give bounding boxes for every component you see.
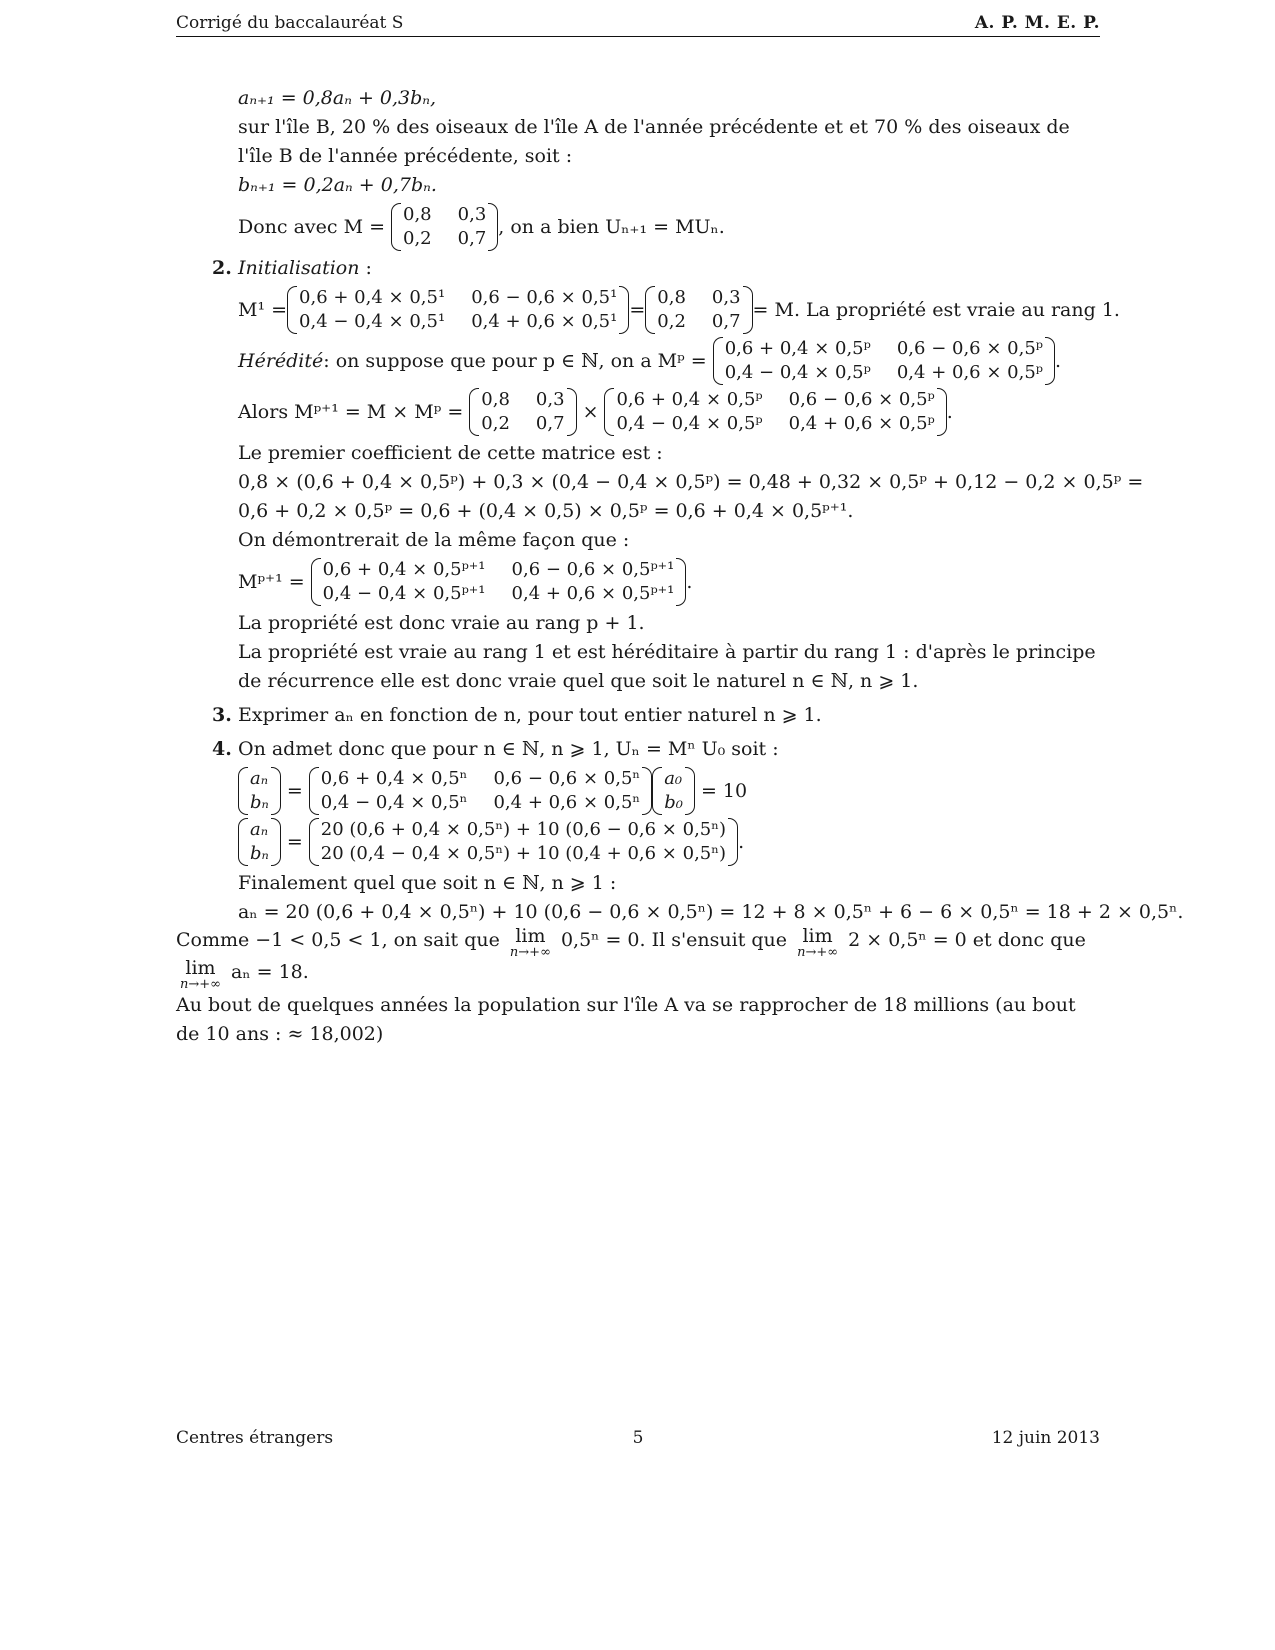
matrix-m-alors (469, 388, 576, 436)
matrix-cell: 0,6 − 0,6 × 0,5¹ (471, 287, 618, 308)
matrix-cell: 0,3 (711, 287, 741, 308)
matrix-m1-numeric (645, 286, 752, 334)
matrix-cell: 0,3 (457, 204, 487, 225)
limits-text-1: Comme −1 < 0,5 < 1, on sait que (176, 929, 500, 951)
limits-text-3: 2 × 0,5ⁿ = 0 et donc que (848, 929, 1086, 951)
footer-page-number: 5 (632, 1428, 644, 1448)
initialisation-label: Initialisation (238, 257, 360, 279)
item-number: 2. (212, 257, 232, 279)
alors-end: . (946, 400, 953, 423)
vector-an-bn (238, 767, 281, 815)
vector-cell: aₙ (250, 819, 269, 840)
limit-operator (510, 927, 551, 959)
eq-sign: = (286, 779, 303, 802)
matrix-cell: 0,6 − 0,6 × 0,5ᵖ⁺¹ (511, 559, 675, 580)
vector-cell: 20 (0,4 − 0,4 × 0,5ⁿ) + 10 (0,4 + 0,6 × 0,5ⁿ) (320, 843, 727, 864)
page-content (176, 84, 1184, 1049)
matrix-mp-alors (604, 388, 946, 436)
vector-equation-2 (238, 818, 1100, 866)
footer-date: 12 juin 2013 (991, 1428, 1100, 1448)
lim-word: lim (515, 925, 546, 947)
matrix-m-definition (238, 203, 1100, 251)
matrix-cell: 0,7 (535, 413, 565, 434)
matrix-cell: 0,6 − 0,6 × 0,5ᵖ (788, 389, 935, 410)
limits-text-2: 0,5ⁿ = 0. Il s'ensuit que (560, 929, 788, 951)
matrix-cell: 0,4 − 0,4 × 0,5ᵖ⁺¹ (322, 583, 486, 604)
lim-word: lim (802, 925, 833, 947)
matrix-cell: 0,6 + 0,4 × 0,5¹ (299, 287, 446, 308)
matrix-cell: 0,4 − 0,4 × 0,5ᵖ (724, 362, 871, 383)
footer-session: Centres étrangers (176, 1428, 334, 1448)
lim-word: lim (185, 957, 216, 979)
mp1-lhs: Mᵖ⁺¹ = (238, 570, 305, 593)
header-publisher: A. P. M. E. P. (974, 13, 1100, 33)
item-number: 3. (212, 704, 232, 726)
matrix-m1 (287, 286, 629, 334)
matrix-cell: 0,4 + 0,6 × 0,5ⁿ (493, 792, 641, 813)
matrix-cell: 0,7 (711, 311, 741, 332)
eq1-end: = 10 (700, 779, 748, 802)
matrix-cell: 0,8 (481, 389, 510, 410)
vector-an-bn-2 (238, 818, 281, 866)
alors-equation (238, 388, 1100, 436)
matrix-cell: 0,4 − 0,4 × 0,5¹ (299, 311, 446, 332)
limit-operator (797, 927, 838, 959)
vector-cell: aₙ (250, 768, 269, 789)
item-3-text: Exprimer aₙ en fonction de n, pour tout entier naturel n ⩾ 1. (238, 704, 822, 726)
item-4-text: On admet donc que pour n ∈ ℕ, n ⩾ 1, Uₙ = Mⁿ U₀ soit : (238, 738, 779, 760)
final-equation: aₙ = 20 (0,6 + 0,4 × 0,5ⁿ) + 10 (0,6 − 0,6 × 0,5ⁿ) = 12 + 8 × 0,5ⁿ + 6 − 6 × 0,5ⁿ = 18 + 2 × 0,5ⁿ. (238, 901, 1184, 923)
coefficient-calc-line1: 0,8 × (0,6 + 0,4 × 0,5ᵖ) + 0,3 × (0,4 − 0,4 × 0,5ᵖ) = 0,48 + 0,32 × 0,5ᵖ + 0,12 − 0,2 × 0,5ᵖ = (238, 471, 1144, 493)
matrix-cell: 0,8 (657, 287, 686, 308)
matrix-mp1 (311, 558, 687, 606)
matrix-cell: 0,4 + 0,6 × 0,5ᵖ (896, 362, 1043, 383)
item-3 (176, 701, 1100, 730)
vector-result (309, 818, 738, 866)
matrix-cell: 0,4 − 0,4 × 0,5ᵖ (616, 413, 763, 434)
limit-operator (180, 959, 221, 991)
vector-a0-b0 (652, 767, 695, 815)
final-paragraph: Au bout de quelques années la population sur l'île A va se rapprocher de 18 millions (au bout de 10 ans : ≈ 18,002) (176, 994, 1076, 1045)
eq-sign: = (286, 830, 303, 853)
demonstration-text: On démontrerait de la même façon que : (238, 529, 630, 551)
mp1-end: . (686, 570, 693, 593)
heredite-equation (238, 337, 1100, 385)
matrix-cell: 0,6 − 0,6 × 0,5ⁿ (493, 768, 641, 789)
heredite-end: . (1054, 349, 1062, 372)
lim-sub: n→+∞ (180, 977, 221, 992)
lim-sub: n→+∞ (509, 945, 551, 960)
donc-suffix: , on a bien Uₙ₊₁ = MUₙ. (498, 215, 725, 238)
limits-paragraph (176, 927, 1100, 991)
item-number: 4. (212, 738, 232, 760)
limits-text-4: aₙ = 18. (231, 961, 309, 983)
lim-sub: n→+∞ (797, 945, 839, 960)
m1-suffix: = M. La propriété est vraie au rang 1. (752, 298, 1120, 321)
matrix-cell: 0,2 (481, 413, 510, 434)
item-1-continuation (176, 84, 1100, 251)
heredite-text: : on suppose que pour p ∈ ℕ, on a Mᵖ = (323, 349, 707, 372)
m1-lhs: M¹ = (238, 298, 288, 321)
matrix-cell: 0,4 − 0,4 × 0,5ⁿ (320, 792, 468, 813)
donc-prefix: Donc avec M = (238, 215, 385, 238)
vector-cell: bₙ (250, 843, 269, 864)
matrix-cell: 0,7 (457, 228, 487, 249)
equation-a-next: aₙ₊₁ = 0,8aₙ + 0,3bₙ, (238, 87, 437, 109)
m1-equation (238, 286, 1120, 334)
final-text: Finalement quel que soit n ∈ ℕ, n ⩾ 1 : (238, 872, 617, 894)
equation-b-next: bₙ₊₁ = 0,2aₙ + 0,7bₙ. (238, 174, 437, 196)
item-2 (176, 254, 1144, 696)
matrix-cell: 0,4 + 0,6 × 0,5¹ (471, 311, 618, 332)
m1-eq-sign: = (629, 298, 646, 321)
matrix-mp (713, 337, 1055, 385)
vector-cell: a₀ (664, 768, 683, 789)
initialisation-colon: : (359, 257, 372, 279)
recurrence-conclusion: La propriété est vraie au rang 1 et est héréditaire à partir du rang 1 : d'après le principe de récurrence elle est donc vraie quel que soit le naturel n ∈ ℕ, n ⩾ 1. (238, 641, 1096, 692)
matrix-cell: 0,6 − 0,6 × 0,5ᵖ (896, 338, 1043, 359)
matrix-cell: 0,6 + 0,4 × 0,5ⁿ (320, 768, 468, 789)
vector-cell: bₙ (250, 792, 269, 813)
eq2-end: . (738, 830, 745, 853)
item-4 (176, 735, 1184, 927)
vector-cell: b₀ (664, 792, 683, 813)
matrix-cell: 0,4 + 0,6 × 0,5ᵖ⁺¹ (511, 583, 675, 604)
matrix-cell: 0,2 (403, 228, 432, 249)
coefficient-text: Le premier coefficient de cette matrice est : (238, 442, 663, 464)
header-title: Corrigé du baccalauréat S (176, 13, 404, 33)
matrix-m (391, 203, 498, 251)
alors-prefix: Alors Mᵖ⁺¹ = M × Mᵖ = (238, 400, 464, 423)
page-header (176, 10, 1100, 37)
matrix-mn (309, 767, 652, 815)
property-rank-text: La propriété est donc vraie au rang p + 1. (238, 612, 645, 634)
matrix-cell: 0,2 (657, 311, 686, 332)
text-island-b: sur l'île B, 20 % des oiseaux de l'île A de l'année précédente et et 70 % des oiseaux de l'île B de l'année précédente, soit : (238, 116, 1070, 167)
matrix-cell: 0,3 (535, 389, 565, 410)
mp1-equation (238, 558, 1100, 606)
matrix-cell: 0,4 + 0,6 × 0,5ᵖ (788, 413, 935, 434)
vector-cell: 20 (0,6 + 0,4 × 0,5ⁿ) + 10 (0,6 − 0,6 × 0,5ⁿ) (320, 819, 727, 840)
matrix-cell: 0,6 + 0,4 × 0,5ᵖ (616, 389, 763, 410)
vector-equation-1 (238, 767, 1100, 815)
matrix-cell: 0,8 (403, 204, 432, 225)
matrix-cell: 0,6 + 0,4 × 0,5ᵖ⁺¹ (322, 559, 486, 580)
matrix-cell: 0,6 + 0,4 × 0,5ᵖ (724, 338, 871, 359)
coefficient-calc-line2: 0,6 + 0,2 × 0,5ᵖ = 0,6 + (0,4 × 0,5) × 0,5ᵖ = 0,6 + 0,4 × 0,5ᵖ⁺¹. (238, 500, 854, 522)
times-sign: × (582, 400, 599, 423)
heredite-label: Hérédité (238, 349, 324, 372)
